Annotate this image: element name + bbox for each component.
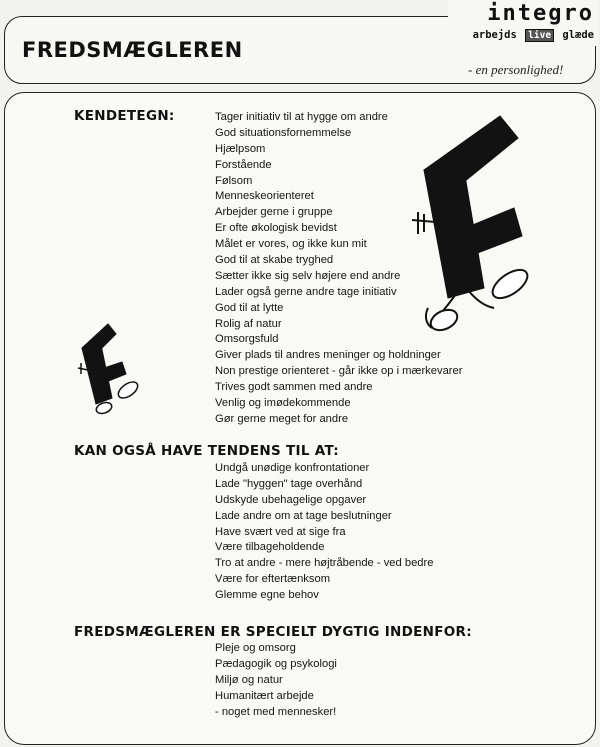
list-item: Pleje og omsorg bbox=[215, 642, 296, 654]
list-item: Er ofte økologisk bevidst bbox=[215, 222, 337, 235]
list-item: Giver plads til andres meninger og holdninger bbox=[215, 349, 441, 362]
list-item: Målet er vores, og ikke kun mit bbox=[215, 238, 367, 251]
walking-letter-f-large-icon bbox=[410, 108, 560, 348]
list-item: Følsom bbox=[215, 174, 253, 187]
page-subtitle: - en personlighed! bbox=[468, 62, 564, 77]
list-item: Glemme egne behov bbox=[215, 589, 319, 602]
section-heading-skills: FREDSMÆGLEREN ER SPECIELT DYGTIG INDENFOR: bbox=[74, 624, 472, 640]
list-item: Humanitært arbejde bbox=[215, 689, 314, 702]
list-item: Tro at andre - mere højtråbende - ved bedre bbox=[215, 557, 434, 570]
list-item: Lade andre om at tage beslutninger bbox=[215, 509, 392, 522]
list-item: Forstående bbox=[215, 158, 272, 171]
list-item: Sætter ikke sig selv højere end andre bbox=[215, 269, 401, 282]
list-item: God til at skabe tryghed bbox=[215, 254, 334, 267]
list-item: God situationsfornemmelse bbox=[215, 126, 352, 139]
list-item: Venlig og imødekommende bbox=[215, 397, 351, 410]
list-item: Undgå unødige konfrontationer bbox=[215, 462, 370, 474]
list-item: Udskyde ubehagelige opgaver bbox=[215, 493, 367, 506]
brand-tagline bbox=[473, 29, 594, 42]
list-item: Trives godt sammen med andre bbox=[215, 381, 373, 394]
section-heading-tendencies: KAN OGSÅ HAVE TENDENS TIL AT: bbox=[74, 443, 339, 459]
list-item: Arbejder gerne i gruppe bbox=[215, 206, 333, 219]
page-title: FREDSMÆGLEREN bbox=[22, 38, 243, 62]
list-item: Miljø og natur bbox=[215, 673, 283, 686]
tendencies-list bbox=[215, 461, 433, 604]
list-item: Lade "hyggen" tage overhånd bbox=[215, 477, 363, 490]
list-item: Gør gerne meget for andre bbox=[215, 412, 349, 425]
brand-tagline-start: arbejds bbox=[472, 29, 517, 41]
brand-name: integro bbox=[487, 1, 594, 26]
section-heading-traits: KENDETEGN: bbox=[74, 108, 175, 124]
walking-letter-f-small-icon bbox=[78, 322, 148, 422]
brand-logo bbox=[448, 0, 598, 46]
list-item: Tager initiativ til at hygge om andre bbox=[215, 111, 388, 123]
list-item: - noget med mennesker! bbox=[215, 705, 337, 718]
list-item: God til at lytte bbox=[215, 301, 284, 314]
list-item: Være for eftertænksom bbox=[215, 573, 331, 586]
list-item: Hjælpsom bbox=[215, 142, 266, 155]
list-item: Pædagogik og psykologi bbox=[215, 657, 337, 670]
list-item: Non prestige orienteret - går ikke op i mærkevarer bbox=[215, 365, 463, 378]
brand-tagline-badge: live bbox=[525, 29, 554, 42]
brand-tagline-end: glæde bbox=[562, 29, 594, 41]
list-item: Omsorgsfuld bbox=[215, 333, 279, 346]
skills-list bbox=[215, 641, 337, 720]
list-item: Være tilbageholdende bbox=[215, 541, 325, 554]
list-item: Menneskeorienteret bbox=[215, 190, 314, 203]
list-item: Have svært ved at sige fra bbox=[215, 525, 346, 538]
list-item: Rolig af natur bbox=[215, 317, 282, 330]
list-item: Lader også gerne andre tage initiativ bbox=[215, 285, 397, 298]
